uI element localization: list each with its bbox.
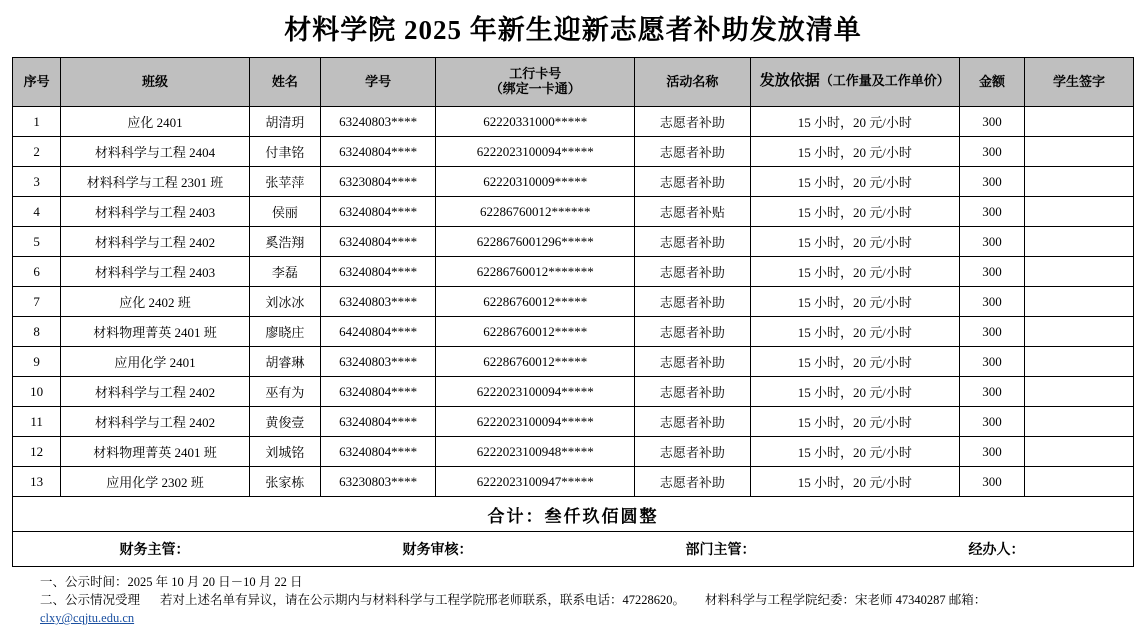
cell-basis: 15 小时，20 元/小时 bbox=[750, 137, 960, 167]
cell-name: 张家栋 bbox=[249, 467, 320, 497]
cell-signature[interactable] bbox=[1025, 317, 1134, 347]
cell-class: 材料科学与工程 2403 bbox=[61, 197, 250, 227]
header-amount: 金额 bbox=[960, 58, 1025, 107]
cell-signature[interactable] bbox=[1025, 287, 1134, 317]
cell-index: 13 bbox=[13, 467, 61, 497]
header-class: 班级 bbox=[61, 58, 250, 107]
cell-card: 62286760012***** bbox=[436, 347, 635, 377]
table-row bbox=[13, 377, 1134, 407]
cell-signature[interactable] bbox=[1025, 407, 1134, 437]
table-row bbox=[13, 227, 1134, 257]
cell-amount: 300 bbox=[960, 137, 1025, 167]
cell-card: 62286760012***** bbox=[436, 287, 635, 317]
cell-amount: 300 bbox=[960, 257, 1025, 287]
table-row bbox=[13, 287, 1134, 317]
finance-audit-label: 财务审核： bbox=[402, 543, 473, 558]
cell-signature[interactable] bbox=[1025, 227, 1134, 257]
cell-student-id: 63240803**** bbox=[321, 107, 436, 137]
cell-basis: 15 小时，20 元/小时 bbox=[750, 347, 960, 377]
cell-class: 材料科学与工程 2402 bbox=[61, 227, 250, 257]
page-title: 材料学院 2025 年新生迎新志愿者补助发放清单 bbox=[284, 15, 862, 45]
cell-student-id: 63240803**** bbox=[321, 347, 436, 377]
cell-index: 8 bbox=[13, 317, 61, 347]
cell-amount: 300 bbox=[960, 287, 1025, 317]
cell-name: 付聿铭 bbox=[249, 137, 320, 167]
table-body bbox=[13, 107, 1134, 567]
cell-basis: 15 小时，20 元/小时 bbox=[750, 227, 960, 257]
cell-class: 应化 2402 班 bbox=[61, 287, 250, 317]
table-row bbox=[13, 137, 1134, 167]
cell-amount: 300 bbox=[960, 317, 1025, 347]
cell-amount: 300 bbox=[960, 197, 1025, 227]
cell-index: 10 bbox=[13, 377, 61, 407]
cell-student-id: 63240804**** bbox=[321, 227, 436, 257]
cell-class: 材料科学与工程 2404 bbox=[61, 137, 250, 167]
cell-card: 6222023100094***** bbox=[436, 137, 635, 167]
handler-label: 经办人： bbox=[968, 543, 1025, 558]
header-signature: 学生签字 bbox=[1025, 58, 1134, 107]
table-row bbox=[13, 107, 1134, 137]
note-line-2-label: 二、公示情况受理 bbox=[40, 593, 141, 608]
cell-name: 奚浩翔 bbox=[249, 227, 320, 257]
cell-basis: 15 小时，20 元/小时 bbox=[750, 257, 960, 287]
cell-index: 1 bbox=[13, 107, 61, 137]
header-student-id: 学号 bbox=[321, 58, 436, 107]
cell-card: 62220310009***** bbox=[436, 167, 635, 197]
cell-amount: 300 bbox=[960, 407, 1025, 437]
cell-name: 侯丽 bbox=[249, 197, 320, 227]
cell-name: 张苹萍 bbox=[249, 167, 320, 197]
cell-card: 6222023100947***** bbox=[436, 467, 635, 497]
cell-card: 62220331000***** bbox=[436, 107, 635, 137]
cell-student-id: 63240803**** bbox=[321, 287, 436, 317]
note-line-2-contact: 材料科学与工程学院纪委：宋老师 47340287 邮箱： bbox=[705, 593, 987, 608]
cell-basis: 15 小时，20 元/小时 bbox=[750, 287, 960, 317]
cell-name: 刘冰冰 bbox=[249, 287, 320, 317]
note-line-2 bbox=[12, 591, 1134, 609]
table-row bbox=[13, 257, 1134, 287]
cell-index: 2 bbox=[13, 137, 61, 167]
cell-name: 李磊 bbox=[249, 257, 320, 287]
table-row bbox=[13, 197, 1134, 227]
cell-student-id: 64240804**** bbox=[321, 317, 436, 347]
cell-signature[interactable] bbox=[1025, 167, 1134, 197]
cell-amount: 300 bbox=[960, 437, 1025, 467]
cell-basis: 15 小时，20 元/小时 bbox=[750, 107, 960, 137]
cell-index: 3 bbox=[13, 167, 61, 197]
cell-amount: 300 bbox=[960, 347, 1025, 377]
cell-basis: 15 小时，20 元/小时 bbox=[750, 437, 960, 467]
header-card-number-main: 工行卡号 bbox=[509, 66, 562, 82]
cell-name: 胡睿琳 bbox=[249, 347, 320, 377]
total-row bbox=[13, 497, 1134, 532]
cell-signature[interactable] bbox=[1025, 107, 1134, 137]
cell-class: 应用化学 2401 bbox=[61, 347, 250, 377]
cell-activity: 志愿者补助 bbox=[635, 317, 750, 347]
cell-class: 材料科学与工程 2301 班 bbox=[61, 167, 250, 197]
cell-student-id: 63240804**** bbox=[321, 437, 436, 467]
cell-amount: 300 bbox=[960, 167, 1025, 197]
cell-basis: 15 小时，20 元/小时 bbox=[750, 467, 960, 497]
header-card-number bbox=[436, 58, 635, 107]
cell-class: 材料科学与工程 2402 bbox=[61, 407, 250, 437]
table-row bbox=[13, 347, 1134, 377]
cell-index: 4 bbox=[13, 197, 61, 227]
cell-signature[interactable] bbox=[1025, 197, 1134, 227]
cell-activity: 志愿者补助 bbox=[635, 167, 750, 197]
cell-activity: 志愿者补助 bbox=[635, 137, 750, 167]
cell-basis: 15 小时，20 元/小时 bbox=[750, 377, 960, 407]
cell-student-id: 63230804**** bbox=[321, 167, 436, 197]
cell-student-id: 63240804**** bbox=[321, 377, 436, 407]
cell-activity: 志愿者补助 bbox=[635, 257, 750, 287]
cell-card: 62286760012******* bbox=[436, 257, 635, 287]
note-email-line bbox=[12, 609, 1134, 627]
note-line-2-body: 若对上述名单有异议，请在公示期内与材料科学与工程学院邢老师联系，联系电话：47228620。 bbox=[160, 593, 686, 608]
cell-name: 刘城铭 bbox=[249, 437, 320, 467]
cell-class: 材料科学与工程 2402 bbox=[61, 377, 250, 407]
signature-row bbox=[13, 532, 1134, 567]
cell-name: 廖晓庄 bbox=[249, 317, 320, 347]
header-name: 姓名 bbox=[249, 58, 320, 107]
cell-basis: 15 小时，20 元/小时 bbox=[750, 317, 960, 347]
cell-class: 应用化学 2302 班 bbox=[61, 467, 250, 497]
cell-card: 62286760012****** bbox=[436, 197, 635, 227]
cell-card: 6222023100094***** bbox=[436, 377, 635, 407]
cell-basis: 15 小时，20 元/小时 bbox=[750, 197, 960, 227]
cell-index: 12 bbox=[13, 437, 61, 467]
cell-name: 黄俊壹 bbox=[249, 407, 320, 437]
table-row bbox=[13, 437, 1134, 467]
table-header-row bbox=[13, 58, 1134, 107]
cell-card: 6222023100948***** bbox=[436, 437, 635, 467]
signature-cell-group bbox=[13, 532, 1134, 567]
cell-basis: 15 小时，20 元/小时 bbox=[750, 167, 960, 197]
email-link[interactable]: clxy@cqjtu.edu.cn bbox=[40, 611, 135, 626]
cell-signature[interactable] bbox=[1025, 437, 1134, 467]
table-row bbox=[13, 467, 1134, 497]
header-index: 序号 bbox=[13, 58, 61, 107]
cell-signature[interactable] bbox=[1025, 347, 1134, 377]
cell-activity: 志愿者补助 bbox=[635, 347, 750, 377]
cell-student-id: 63240804**** bbox=[321, 407, 436, 437]
cell-signature[interactable] bbox=[1025, 377, 1134, 407]
table-row bbox=[13, 167, 1134, 197]
cell-amount: 300 bbox=[960, 467, 1025, 497]
cell-activity: 志愿者补助 bbox=[635, 467, 750, 497]
department-head-label: 部门主管： bbox=[685, 543, 756, 558]
table-row bbox=[13, 317, 1134, 347]
cell-activity: 志愿者补助 bbox=[635, 377, 750, 407]
cell-student-id: 63240804**** bbox=[321, 137, 436, 167]
cell-activity: 志愿者补助 bbox=[635, 437, 750, 467]
cell-card: 62286760012***** bbox=[436, 317, 635, 347]
header-basis-sub: （工作量及工作单价） bbox=[819, 73, 950, 89]
cell-signature[interactable] bbox=[1025, 137, 1134, 167]
cell-student-id: 63240804**** bbox=[321, 197, 436, 227]
cell-class: 应化 2401 bbox=[61, 107, 250, 137]
finance-manager-label: 财务主管： bbox=[119, 543, 190, 558]
total-label: 合计：叁仟玖佰圆整 bbox=[13, 497, 1134, 532]
cell-index: 9 bbox=[13, 347, 61, 377]
cell-amount: 300 bbox=[960, 377, 1025, 407]
cell-card: 6222023100094***** bbox=[436, 407, 635, 437]
cell-class: 材料物理菁英 2401 班 bbox=[61, 317, 250, 347]
cell-amount: 300 bbox=[960, 107, 1025, 137]
cell-index: 11 bbox=[13, 407, 61, 437]
cell-student-id: 63230803**** bbox=[321, 467, 436, 497]
table-row bbox=[13, 407, 1134, 437]
cell-activity: 志愿者补助 bbox=[635, 227, 750, 257]
header-basis-main: 发放依据 bbox=[759, 73, 820, 90]
cell-amount: 300 bbox=[960, 227, 1025, 257]
subsidy-table bbox=[12, 57, 1134, 567]
header-activity: 活动名称 bbox=[635, 58, 750, 107]
cell-signature[interactable] bbox=[1025, 467, 1134, 497]
cell-activity: 志愿者补贴 bbox=[635, 197, 750, 227]
notes-section bbox=[12, 573, 1134, 627]
cell-activity: 志愿者补助 bbox=[635, 407, 750, 437]
cell-name: 巫有为 bbox=[249, 377, 320, 407]
header-card-number-sub: （绑定一卡通） bbox=[489, 81, 581, 96]
cell-class: 材料科学与工程 2403 bbox=[61, 257, 250, 287]
cell-index: 7 bbox=[13, 287, 61, 317]
cell-basis: 15 小时，20 元/小时 bbox=[750, 407, 960, 437]
cell-class: 材料物理菁英 2401 班 bbox=[61, 437, 250, 467]
cell-signature[interactable] bbox=[1025, 257, 1134, 287]
cell-index: 5 bbox=[13, 227, 61, 257]
cell-index: 6 bbox=[13, 257, 61, 287]
header-basis bbox=[750, 58, 960, 107]
cell-student-id: 63240804**** bbox=[321, 257, 436, 287]
cell-card: 6228676001296***** bbox=[436, 227, 635, 257]
cell-activity: 志愿者补助 bbox=[635, 287, 750, 317]
note-line-1: 一、公示时间：2025 年 10 月 20 日－10 月 22 日 bbox=[40, 575, 303, 589]
cell-activity: 志愿者补助 bbox=[635, 107, 750, 137]
cell-name: 胡清玥 bbox=[249, 107, 320, 137]
